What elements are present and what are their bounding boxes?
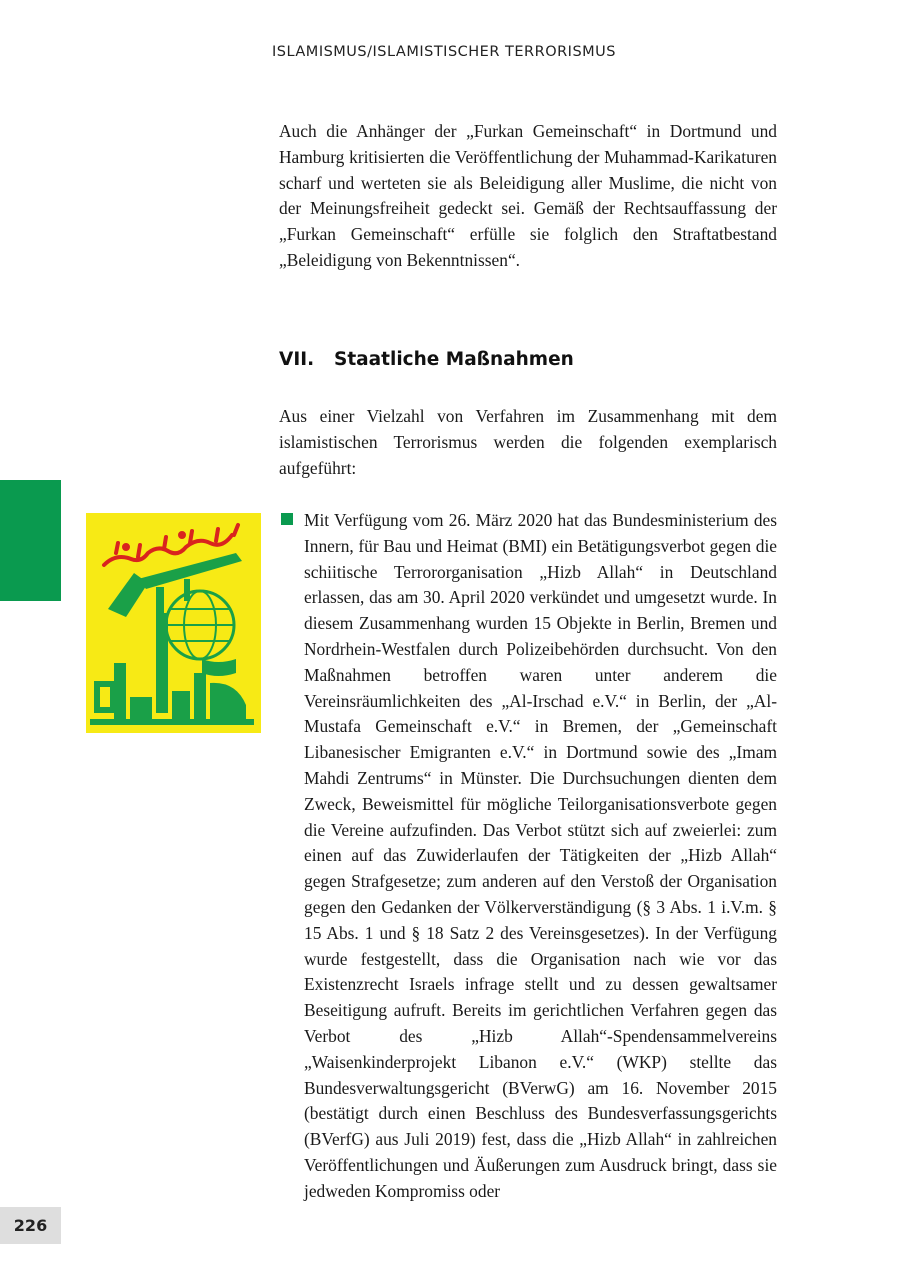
section-heading — [279, 349, 574, 370]
paragraph-intro: Aus einer Vielzahl von Verfahren im Zusammenhang mit dem islamistischen Terrorismus werden die folgenden exemplarisch aufgeführt: — [279, 406, 777, 478]
section-title: Staatliche Maßnahmen — [334, 349, 574, 370]
hizb-allah-logo-image — [86, 513, 261, 733]
section-number: VII. — [279, 349, 315, 370]
page-number: 226 — [0, 1207, 61, 1244]
bullet-paragraph-hizb-allah: Mit Verfügung vom 26. März 2020 hat das Bundesministerium des Innern, für Bau und Heimat (BMI) ein Betätigungsverbot gegen die schiitische Terrororganisation „Hizb Allah“ in Deutschland erlassen, das am 30. April 2020 verkündet und umgesetzt wurde. In diesem Zusammenhang wurden 15 Objekte in Berlin, Bremen und Nordrhein-Westfalen durch Polizeibehörden durchsucht. Von den Maßnahmen betroffen waren unter anderem die Vereinsräumlichkeiten des „Al-Irschad e.V.“ in Berlin, der „Al-Mustafa Gemeinschaft e.V.“ in Bremen, der „Gemeinschaft Libanesischer Emigranten e.V.“ in Dortmund sowie des „Imam Mahdi Zentrums“ in Münster. Die Durchsuchungen dienten dem Zweck, Beweismittel für mögliche Teilorganisationsverbote gegen die Vereine aufzufinden. Das Verbot stützt sich auf zweierlei: zum einen auf das Zuwiderlaufen der Tätigkeiten der „Hizb Allah“ gegen Strafgesetze; zum anderen auf den Verstoß der Organisation gegen den Gedanken der Völkerverständigung (§ 3 Abs. 1 i.V.m. § 15 Abs. 1 und § 18 Satz 2 des Vereinsgesetzes). In der Verfügung wurde festgestellt, dass die Organisation nach wie vor das Existenzrecht Israels infrage stellt und zu dessen gewaltsamer Beseitigung aufruft. Bereits im gerichtlichen Verfahren gegen das Verbot des „Hizb Allah“-Spendensammelvereins „Waisenkinderprojekt Libanon e.V.“ (WKP) stellte das Bundesverwaltungsgericht (BVerwG) am 16. November 2015 (bestätigt durch einen Beschluss des Bundesverfassungsgerichts (BVerfG) aus Juli 2019) fest, dass die „Hizb Allah“ in zahlreichen Veröffentlichungen und Äußerungen zum Ausdruck bringt, dass sie jedweden Kompromiss oder — [304, 510, 777, 1201]
green-emblem — [90, 553, 254, 725]
running-header: ISLAMISMUS/ISLAMISTISCHER TERRORISMUS — [272, 44, 616, 60]
chapter-side-tab — [0, 480, 61, 601]
bullet-marker — [281, 513, 293, 525]
paragraph-furkan: Auch die Anhänger der „Furkan Gemeinschaft“ in Dortmund und Hamburg kritisierten die Veröffentlichung der Muhammad-Karikaturen scharf und werteten sie als Beleidigung aller Muslime, die nicht von der Meinungsfreiheit gedeckt sei. Gemäß der Rechtsauffassung der „Furkan Gemeinschaft“ erfülle sie folglich den Straftatbestand „Beleidigung von Bekenntnissen“. — [279, 121, 777, 270]
